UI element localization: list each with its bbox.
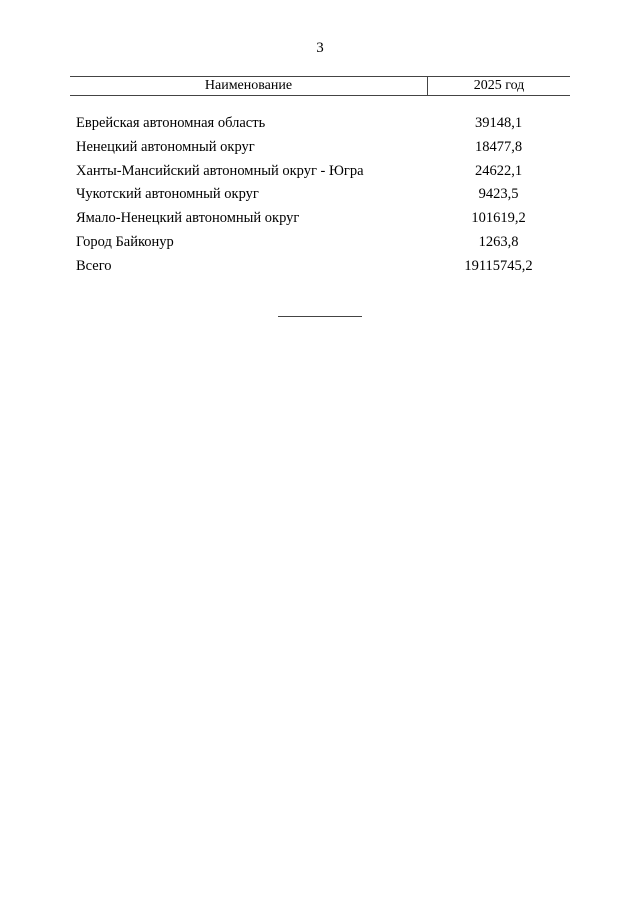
row-value: 39148,1: [474, 115, 523, 131]
page-number: 3: [316, 40, 324, 56]
table-body: [70, 112, 570, 279]
row-value: 1263,8: [478, 233, 519, 250]
row-name: Ямало-Ненецкий автономный округ: [76, 210, 300, 227]
table-row: [70, 231, 570, 255]
row-name: Еврейская автономная область: [76, 115, 266, 131]
table-row-total: [70, 255, 570, 279]
end-of-document-rule: [278, 316, 362, 317]
row-value: 9423,5: [478, 186, 519, 203]
header-year: 2025 год: [473, 78, 525, 93]
table-row: [70, 160, 570, 184]
row-name: Всего: [76, 257, 112, 274]
row-value: 24622,1: [474, 162, 523, 179]
table-row: [70, 112, 570, 136]
row-value: 19115745,2: [464, 257, 533, 274]
header-name: Наименование: [70, 77, 428, 95]
table-row: [70, 183, 570, 207]
budget-table: [70, 76, 570, 279]
row-name: Чукотский автономный округ: [76, 186, 259, 203]
table-header: [70, 76, 570, 96]
row-value: 18477,8: [474, 138, 523, 155]
row-name: Ненецкий автономный округ: [76, 138, 255, 155]
row-name: Город Байконур: [76, 233, 174, 250]
table-row: [70, 207, 570, 231]
row-value: 101619,2: [471, 210, 526, 227]
row-name: Ханты-Мансийский автономный округ - Югра: [76, 162, 364, 179]
table-row: [70, 136, 570, 160]
